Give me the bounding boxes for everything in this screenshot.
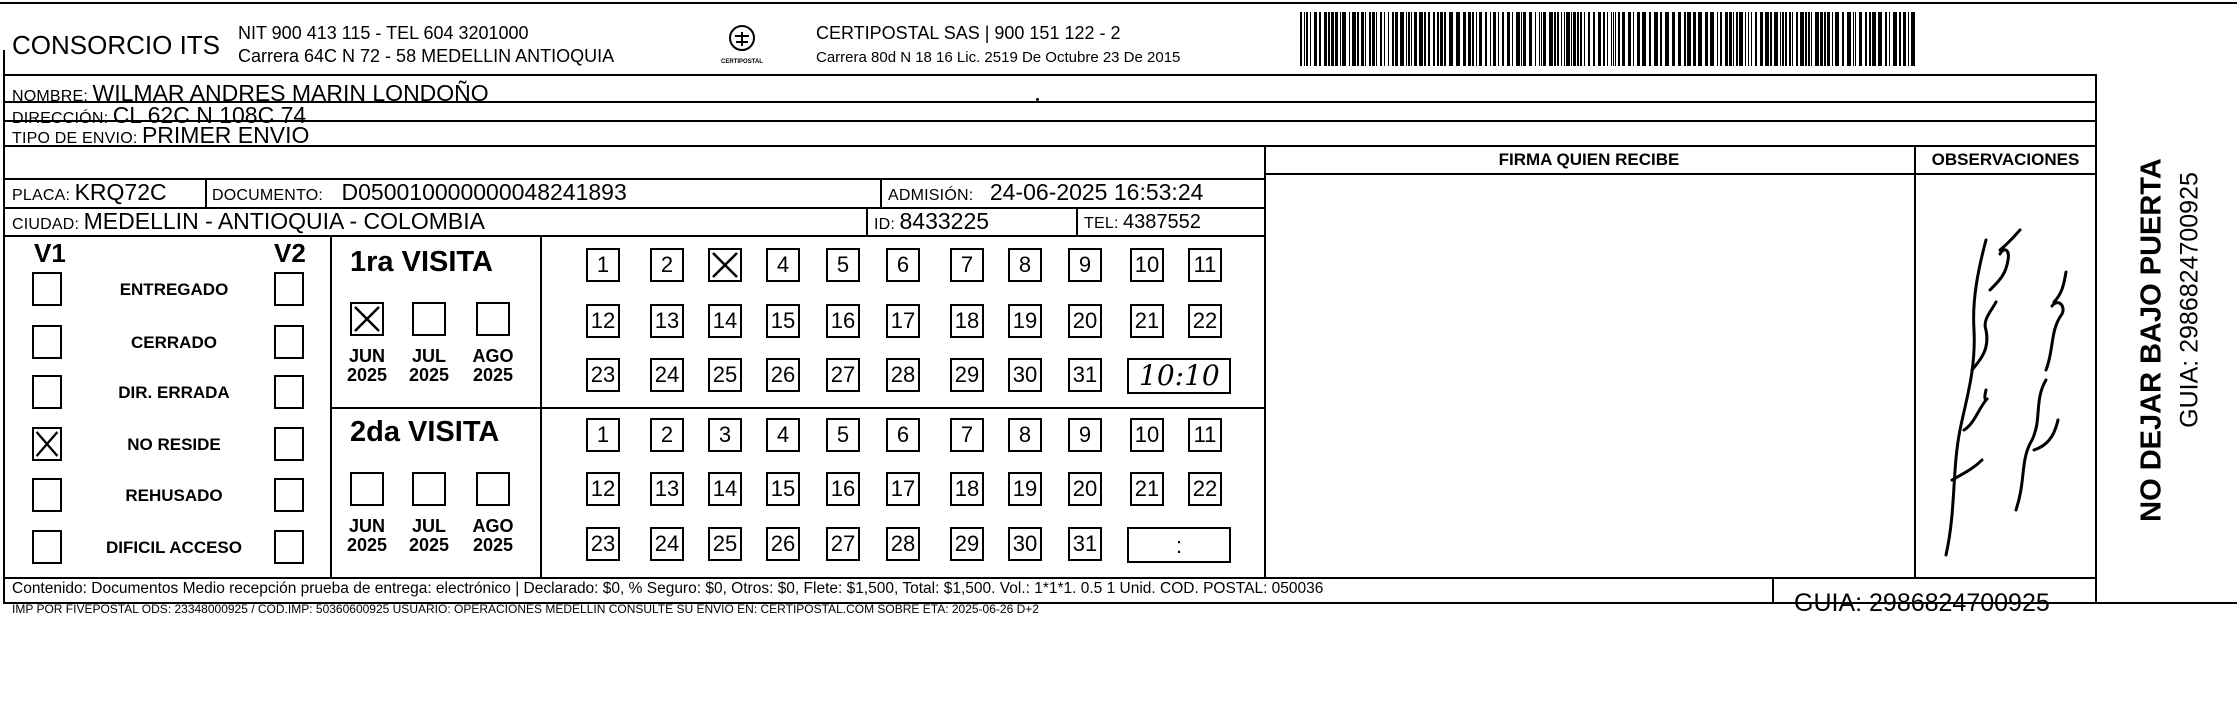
day-number: 7 — [960, 422, 974, 447]
day-number: 29 — [954, 531, 980, 556]
visit1-day-box[interactable] — [766, 248, 800, 282]
documento-row — [212, 181, 627, 204]
day-number: 22 — [1192, 308, 1218, 333]
month-year: 2025 — [408, 364, 450, 385]
visit1-day-box[interactable] — [1188, 304, 1222, 338]
visit2-day-box[interactable] — [650, 418, 684, 452]
month-year: 2025 — [346, 534, 388, 555]
visit2-day-box[interactable] — [950, 418, 984, 452]
visit2-day-box[interactable] — [766, 472, 800, 506]
visit2-day-box[interactable] — [650, 527, 684, 561]
id-row — [874, 210, 989, 233]
col-header-line — [1264, 173, 2097, 175]
day-number: 8 — [1018, 422, 1032, 447]
month-name: AGO — [472, 516, 514, 536]
tel-row — [1084, 212, 1201, 232]
day-number: 18 — [954, 476, 980, 501]
day-number: 25 — [712, 362, 738, 387]
day-number: 17 — [890, 476, 916, 501]
visit1-day-box[interactable] — [1068, 358, 1102, 392]
visit2-day-box[interactable] — [708, 472, 742, 506]
day-number: 9 — [1078, 252, 1092, 277]
stray-mark — [1036, 98, 1039, 101]
day-number: 24 — [654, 531, 680, 556]
certipostal-line2: Carrera 80d N 18 16 Lic. 2519 De Octubre 23 De 2015 — [816, 49, 1181, 66]
visit-split-line — [330, 407, 542, 409]
visit1-day-box[interactable] — [1008, 248, 1042, 282]
visit2-day-box[interactable] — [586, 472, 620, 506]
visit1-day-box[interactable] — [1130, 248, 1164, 282]
firma-header: FIRMA QUIEN RECIBE — [1498, 150, 1680, 169]
admision-divider — [880, 178, 882, 208]
visit2-day-box[interactable] — [950, 527, 984, 561]
v1-checkbox[interactable] — [32, 478, 62, 512]
visit1-month-label — [404, 347, 454, 385]
visit1-day-box[interactable] — [950, 248, 984, 282]
tipo-row — [12, 124, 309, 147]
nombre-value: WILMAR ANDRES MARIN LONDOÑO — [92, 80, 489, 106]
frame-left — [3, 50, 5, 604]
day-number: 1 — [596, 422, 610, 447]
visit2-day-box[interactable] — [1008, 527, 1042, 561]
visit1-day-box[interactable] — [886, 358, 920, 392]
visit2-day-box[interactable] — [766, 527, 800, 561]
month-year: 2025 — [346, 364, 388, 385]
visit1-day-box[interactable] — [950, 358, 984, 392]
visit1-day-box[interactable] — [1188, 248, 1222, 282]
barcode — [1300, 12, 1918, 66]
placa-divider — [205, 178, 207, 208]
visit1-day-box[interactable] — [886, 248, 920, 282]
visit1-day-box[interactable] — [950, 304, 984, 338]
tel-divider — [1076, 207, 1078, 235]
admision-value: 24-06-2025 16:53:24 — [989, 179, 1204, 205]
v1-checkbox[interactable] — [32, 427, 62, 461]
visit1-title: 1ra VISITA — [350, 246, 493, 278]
logo-text: CERTIPOSTAL — [721, 59, 763, 65]
day-number: 26 — [770, 531, 796, 556]
day-number: 13 — [654, 308, 680, 333]
visit1-month-label — [342, 347, 392, 385]
placa-row — [12, 181, 167, 204]
side-guia: GUIA: 2986824700925 — [2175, 172, 2204, 428]
month-year: 2025 — [472, 364, 514, 385]
visit1-day-box[interactable] — [766, 358, 800, 392]
month-name: JUN — [348, 516, 385, 536]
v2-checkbox[interactable] — [274, 427, 304, 461]
visit1-day-box[interactable] — [1130, 304, 1164, 338]
observaciones-header: OBSERVACIONES — [1931, 150, 2080, 169]
side-notice: NO DEJAR BAJO PUERTA — [2135, 158, 2168, 522]
visit1-day-box[interactable] — [708, 248, 742, 282]
v1-checkbox[interactable] — [32, 325, 62, 359]
v1-checkbox[interactable] — [32, 530, 62, 564]
status-label: ENTREGADO — [119, 280, 229, 299]
days-split-line — [540, 407, 1264, 409]
documento-label: DOCUMENTO: — [212, 187, 324, 204]
company-address: Carrera 64C N 72 - 58 MEDELLIN ANTIOQUIA — [238, 46, 615, 66]
day-number: 2 — [660, 422, 674, 447]
visit2-time-box[interactable] — [1127, 527, 1231, 563]
frame-top — [0, 2, 2237, 4]
day-number: 23 — [590, 531, 616, 556]
day-number: 10 — [1134, 252, 1160, 277]
visit2-day-box[interactable] — [586, 418, 620, 452]
v2-checkbox[interactable] — [274, 325, 304, 359]
day-number: 20 — [1072, 308, 1098, 333]
ciudad-label: CIUDAD: — [12, 216, 80, 233]
day-number: 10 — [1134, 422, 1160, 447]
visit2-month-checkbox[interactable] — [476, 472, 510, 506]
documento-value: D050010000000048241893 — [341, 179, 627, 205]
visit2-month-label — [468, 517, 518, 555]
id-value: 8433225 — [899, 208, 990, 234]
v2-checkbox[interactable] — [274, 272, 304, 306]
footer-imp-line: IMP POR FIVEPOSTAL ODS: 23348000925 / COD.IMP: 50360600925 USUARIO: OPERACIONES MEDELLIN CONSULTE SU ENVIO EN: CERTIPOSTAL.COM SOBRE ETA: 2025-06-26 D+2 — [12, 602, 1039, 616]
visit2-day-box[interactable] — [1068, 418, 1102, 452]
tel-value: 4387552 — [1123, 211, 1201, 233]
v1-header: V1 — [34, 238, 66, 268]
visit1-month-checkbox[interactable] — [476, 302, 510, 336]
visit1-day-box[interactable] — [650, 248, 684, 282]
footer-content-line: Contenido: Documentos Medio recepción prueba de entrega: electrónico | Declarado: $0, % Seguro: $0, Otros: $0, Flete: $1,500, Total: $1,500. Vol.: 1*1*1. 0.5 1 Unid. COD. POSTAL: 050036 — [12, 580, 1324, 597]
day-number: 27 — [830, 362, 856, 387]
visit2-day-box[interactable] — [1130, 472, 1164, 506]
placa-value: KRQ72C — [74, 179, 167, 205]
direccion-value: CL 62C N 108C 74 — [112, 102, 307, 128]
row-line-6 — [3, 235, 1264, 237]
visit1-month-checkbox[interactable] — [412, 302, 446, 336]
visit2-day-box[interactable] — [826, 472, 860, 506]
day-number: 16 — [830, 476, 856, 501]
day-number: 28 — [890, 362, 916, 387]
day-number: 5 — [836, 252, 850, 277]
visit2-day-box[interactable] — [766, 418, 800, 452]
status-label: CERRADO — [131, 333, 217, 352]
visit1-day-box[interactable] — [1068, 304, 1102, 338]
day-number: 24 — [654, 362, 680, 387]
tipo-label: TIPO DE ENVIO: — [12, 130, 138, 147]
visit2-day-box[interactable] — [886, 527, 920, 561]
day-number: 6 — [896, 422, 910, 447]
visit2-day-box[interactable] — [886, 472, 920, 506]
footer-guia-divider — [1772, 577, 1774, 604]
placa-label: PLACA: — [12, 187, 71, 204]
month-name: JUL — [411, 516, 446, 536]
footer-top-line — [3, 577, 2097, 579]
month-name: JUN — [348, 346, 385, 366]
row-line-2 — [3, 120, 2097, 122]
day-number: 30 — [1012, 531, 1038, 556]
day-number: 31 — [1072, 362, 1098, 387]
id-label: ID: — [874, 216, 896, 233]
visit2-day-box[interactable] — [1188, 472, 1222, 506]
month-name: JUL — [411, 346, 446, 366]
certipostal-line1: CERTIPOSTAL SAS | 900 151 122 - 2 — [816, 23, 1121, 43]
visit2-day-box[interactable] — [708, 418, 742, 452]
visit1-day-box[interactable] — [1008, 304, 1042, 338]
day-number: 12 — [590, 476, 616, 501]
day-number: 5 — [836, 422, 850, 447]
direccion-label: DIRECCIÓN: — [12, 110, 109, 127]
day-number: 17 — [890, 308, 916, 333]
day-number: 31 — [1072, 531, 1098, 556]
day-number: 15 — [770, 476, 796, 501]
day-number: 12 — [590, 308, 616, 333]
day-number: 23 — [590, 362, 616, 387]
day-number: 26 — [770, 362, 796, 387]
visit2-day-box[interactable] — [826, 527, 860, 561]
day-number: 3 — [718, 422, 732, 447]
visit1-day-box[interactable] — [650, 358, 684, 392]
day-number: 18 — [954, 308, 980, 333]
visit1-day-box[interactable] — [826, 248, 860, 282]
visit1-day-box[interactable] — [586, 248, 620, 282]
visit2-day-box[interactable] — [1068, 527, 1102, 561]
visit1-day-box[interactable] — [766, 304, 800, 338]
visit2-day-box[interactable] — [950, 472, 984, 506]
day-number: 16 — [830, 308, 856, 333]
v1-checkbox[interactable] — [32, 272, 62, 306]
day-number: 4 — [776, 422, 790, 447]
visit1-day-box[interactable] — [586, 304, 620, 338]
day-number: 22 — [1192, 476, 1218, 501]
tel-label: TEL: — [1084, 215, 1119, 232]
ciudad-value: MEDELLIN - ANTIOQUIA - COLOMBIA — [83, 208, 485, 234]
day-number: 27 — [830, 531, 856, 556]
v1-checkbox[interactable] — [32, 375, 62, 409]
visit1-day-box[interactable] — [1008, 358, 1042, 392]
day-number: 19 — [1012, 308, 1038, 333]
visit1-time-box[interactable] — [1127, 358, 1231, 394]
day-number: 1 — [596, 252, 610, 277]
month-year: 2025 — [408, 534, 450, 555]
firma-left-line — [1264, 145, 1266, 579]
visit2-day-box[interactable] — [886, 418, 920, 452]
day-number: 19 — [1012, 476, 1038, 501]
admision-row — [888, 181, 1203, 204]
day-number: 6 — [896, 252, 910, 277]
day-number: 8 — [1018, 252, 1032, 277]
visit1-month-label — [468, 347, 518, 385]
visit2-title: 2da VISITA — [350, 416, 500, 448]
month-year: 2025 — [472, 534, 514, 555]
visit1-month-checkbox[interactable] — [350, 302, 384, 336]
day-number: 21 — [1134, 476, 1160, 501]
visit1-day-box[interactable] — [708, 358, 742, 392]
visit2-day-box[interactable] — [1130, 418, 1164, 452]
visit2-day-box[interactable] — [586, 527, 620, 561]
day-number: 11 — [1193, 252, 1217, 277]
status-label: REHUSADO — [125, 486, 223, 505]
day-number: 28 — [890, 531, 916, 556]
visit1-time-value: 10:10 — [1139, 359, 1220, 392]
visit2-day-box[interactable] — [1068, 472, 1102, 506]
row-line-3 — [3, 145, 2097, 147]
v2-checkbox[interactable] — [274, 375, 304, 409]
day-number: 20 — [1072, 476, 1098, 501]
visit2-day-box[interactable] — [650, 472, 684, 506]
visit2-month-label — [342, 517, 392, 555]
day-number: 4 — [776, 252, 790, 277]
status-label: DIFICIL ACCESO — [105, 538, 242, 557]
visit2-month-checkbox[interactable] — [350, 472, 384, 506]
visit2-month-checkbox[interactable] — [412, 472, 446, 506]
day-number: 25 — [712, 531, 738, 556]
handwritten-signature — [1916, 210, 2095, 570]
visit2-month-label — [404, 517, 454, 555]
visit1-day-box[interactable] — [586, 358, 620, 392]
id-divider — [866, 207, 868, 235]
visit2-time-value: : — [1175, 533, 1183, 558]
day-number: 9 — [1078, 422, 1092, 447]
certipostal-logo — [708, 22, 776, 66]
v2-header: V2 — [274, 238, 306, 268]
v2-checkbox[interactable] — [274, 530, 304, 564]
visit1-day-box[interactable] — [1068, 248, 1102, 282]
visit1-day-box[interactable] — [708, 304, 742, 338]
visit1-day-box[interactable] — [886, 304, 920, 338]
visit2-day-box[interactable] — [1008, 472, 1042, 506]
visit1-day-box[interactable] — [826, 304, 860, 338]
month-name: AGO — [472, 346, 514, 366]
admision-label: ADMISIÓN: — [888, 187, 974, 204]
day-number: 21 — [1134, 308, 1160, 333]
visit1-day-box[interactable] — [650, 304, 684, 338]
day-number: 2 — [660, 252, 674, 277]
day-number: 15 — [770, 308, 796, 333]
day-number: 13 — [654, 476, 680, 501]
day-number: 29 — [954, 362, 980, 387]
day-number: 30 — [1012, 362, 1038, 387]
visit2-day-box[interactable] — [1188, 418, 1222, 452]
day-number: 11 — [1193, 422, 1217, 447]
nombre-label: NOMBRE: — [12, 88, 89, 105]
day-number: 14 — [712, 476, 738, 501]
company-name: CONSORCIO ITS — [12, 30, 221, 60]
company-nit-tel: NIT 900 413 115 - TEL 604 3201000 — [238, 23, 529, 43]
v2-checkbox[interactable] — [274, 478, 304, 512]
tipo-value: PRIMER ENVIO — [141, 122, 310, 148]
day-number: 14 — [712, 308, 738, 333]
day-number: 7 — [960, 252, 974, 277]
visit1-day-box[interactable] — [826, 358, 860, 392]
status-label: NO RESIDE — [127, 435, 221, 454]
right-border — [2095, 74, 2097, 604]
visit2-day-box[interactable] — [826, 418, 860, 452]
header-divider — [3, 74, 2097, 76]
visit2-day-box[interactable] — [1008, 418, 1042, 452]
footer-guia: GUIA: 2986824700925 — [1794, 589, 2050, 617]
ciudad-row — [12, 210, 485, 233]
status-label: DIR. ERRADA — [118, 383, 230, 402]
visit2-day-box[interactable] — [708, 527, 742, 561]
